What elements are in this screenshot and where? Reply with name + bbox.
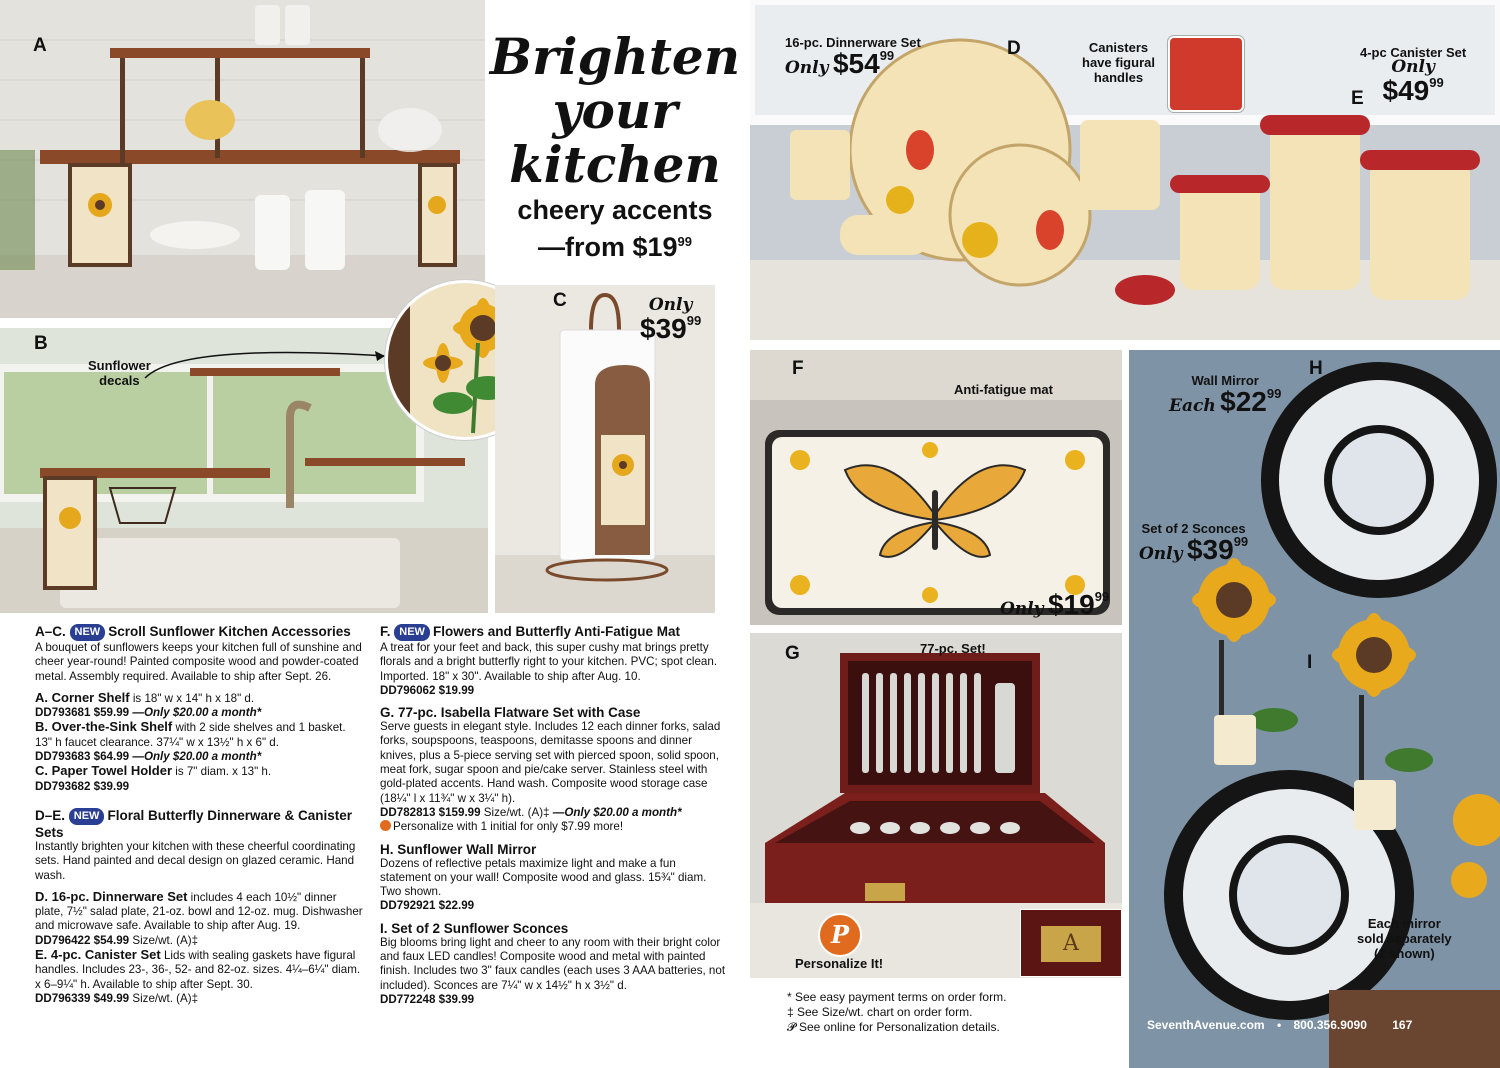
heading-g: G. 77-pc. Isabella Flatware Set with Case — [380, 705, 641, 721]
copy-column-1 — [35, 624, 365, 1006]
sku-c: DD793682 $39.99 — [35, 779, 130, 793]
engraving-letter: A — [1041, 926, 1101, 962]
label-c: C — [553, 290, 567, 311]
heading-de: D–E. NEW Floral Butterfly Dinnerware & Canister Sets — [35, 807, 353, 840]
item-b: B. Over-the-Sink Shelf with 2 side shelves and 1 basket. 13" h faucet clearance. 37¼" w x 13½" h x 6" d. — [35, 719, 346, 749]
new-badge: NEW — [394, 624, 430, 641]
sku-i: DD772248 $39.99 — [380, 992, 475, 1006]
personalize-p-icon: P — [818, 913, 862, 957]
heading-i: I. Set of 2 Sunflower Sconces — [380, 920, 569, 936]
headline-line2: your — [552, 81, 678, 140]
footer-site[interactable]: SeventhAvenue.com — [1147, 1018, 1265, 1032]
canister-handle-closeup — [1168, 36, 1244, 112]
label-e: E — [1351, 88, 1364, 109]
headline-line3: kitchen — [509, 135, 721, 194]
copy-column-2 — [380, 624, 728, 1007]
sku-g: DD782813 $159.99 Size/wt. (A)‡ —Only $20.00 a month* — [380, 805, 682, 819]
desc-de: Instantly brighten your kitchen with these cheerful coordinating sets. Hand painted and decal design on glazed ceramic. Hand wash. — [35, 839, 356, 882]
footer-phone: 800.356.9090 — [1293, 1018, 1367, 1032]
engraving-plate-closeup — [1020, 909, 1122, 977]
headline-block — [485, 27, 745, 263]
headline-sub: cheery accents — [517, 195, 713, 225]
item-e: E. 4-pc. Canister Set Lids with sealing gaskets have figural handles. Includes 23-, 36-, 52- and 82-oz. sizes. 4¼–6¼" diam. x 6–9¼" h. Available to ship after Sept. 30. — [35, 947, 361, 991]
label-f: F — [792, 358, 804, 379]
item-a: A. Corner Shelf is 18" w x 14" h x 18" d. — [35, 689, 255, 705]
footer: SeventhAvenue.com • 800.356.9090 167 — [1147, 1018, 1413, 1032]
sku-d: DD796422 $54.99 Size/wt. (A)‡ — [35, 933, 199, 947]
price-sconce: Set of 2 Sconces Only $\$39^{99}$ — [1139, 521, 1249, 565]
sku-a: DD793681 $59.99 —Only $20.00 a month* — [35, 706, 262, 720]
footnote-personalization: 𝓟 See online for Personalization details. — [787, 1020, 1000, 1034]
sku-b: DD793683 $64.99 —Only $20.00 a month* — [35, 750, 262, 764]
price-c: Only $\$39^{99}$ — [640, 295, 702, 344]
corner-shelf-illustration — [0, 0, 485, 318]
item-c: C. Paper Towel Holder is 7" diam. x 13" h. — [35, 763, 272, 779]
desc-ac: A bouquet of sunflowers keeps your kitchen full of sunshine and cheer year-round! Painted composite wood and powder-coated metal. Assembly required. Available to ship after Sept. 26. — [35, 641, 362, 683]
photo-dinnerware-canisters — [750, 0, 1500, 340]
canisters-handles-callout: Canisters have figural handles — [1082, 40, 1155, 85]
photo-corner-shelf — [0, 0, 485, 318]
desc-f: A treat for your feet and back, this super cushy mat brings pretty florals and a bright butterfly right to your kitchen. PVC; spot clean. Imported. 18" x 30". Available to ship after Aug. 10. — [380, 641, 718, 683]
footnote-size: ‡ See Size/wt. chart on order form. — [787, 1005, 973, 1019]
label-b: B — [34, 333, 48, 354]
photo-paper-towel-holder — [495, 285, 715, 613]
desc-g: Serve guests in elegant style. Includes 12 each dinner forks, salad forks, soupspoons, teaspoons, demitasse spoons and dinner knives, plus a 5-piece serving set with pierced spoon, solid spoon, meat fork, sugar spoon and pie/cake server. Stainless steel with gold-plated accents. Hand wash. Composite wood storage case (18¼" l x 11¾" w x 3¼" h). — [380, 720, 721, 805]
footer-page: 167 — [1392, 1018, 1413, 1032]
label-g: G — [785, 643, 800, 664]
footnote-payment: * See easy payment terms on order form. — [787, 990, 1007, 1004]
label-h: H — [1309, 358, 1323, 379]
heading-f: F. NEW Flowers and Butterfly Anti-Fatigue Mat — [380, 624, 680, 639]
label-i: I — [1307, 652, 1313, 673]
photo-mirrors-sconces — [1129, 350, 1500, 1068]
headline-from: —from $\$19^{99}$ — [537, 232, 693, 262]
callout-arrow — [140, 338, 400, 388]
flatware-label: 77-pc. Set! — [920, 641, 986, 656]
sku-f: DD796062 $19.99 — [380, 683, 475, 697]
price-dinnerware: 16-pc. Dinnerware Set Only $\$54^{99}$ — [785, 35, 921, 79]
mirror-h-shape — [1261, 362, 1497, 598]
sku-h: DD792921 $22.99 — [380, 899, 475, 913]
personalize-icon — [380, 820, 391, 831]
photo-anti-fatigue-mat — [750, 350, 1122, 625]
personalize-label: Personalize It! — [795, 956, 884, 971]
heading-h: H. Sunflower Wall Mirror — [380, 841, 537, 857]
price-mirror: Wall Mirror Each $\$22^{99}$ — [1169, 373, 1282, 417]
footnotes — [787, 990, 1107, 1035]
heading-ac: A–C. NEW Scroll Sunflower Kitchen Accessories — [35, 624, 351, 639]
mat-illustration — [750, 350, 1122, 625]
item-d: D. 16-pc. Dinnerware Set includes 4 each 10½" dinner plate, 7½" salad plate, 21-oz. bowl and 12-oz. mug. Dishwasher and microwave safe. Available to ship after Aug. 19. — [35, 888, 363, 933]
mat-label: Anti-fatigue mat — [954, 382, 1053, 397]
sku-e: DD796339 $49.99 Size/wt. (A)‡ — [35, 991, 199, 1005]
label-d: D — [1007, 38, 1021, 59]
photo-flatware-set — [750, 633, 1122, 978]
price-mat: Only $\$19^{99}$ — [1000, 589, 1110, 620]
desc-i: Big blooms bring light and cheer to any room with their bright color and faux LED candles! Composite wood and metal with painted finish. Includes two 3" faux candles (each uses 3 AAA batteries, not included). Sconces are 7¼" w x 14½" h x 3½" d. — [380, 935, 726, 992]
new-badge: NEW — [70, 624, 106, 641]
mirror-note: Each mirror sold separately (2 shown) — [1357, 916, 1452, 961]
new-badge: NEW — [69, 808, 105, 825]
label-a: A — [33, 35, 47, 56]
desc-h: Dozens of reflective petals maximize light and make a fun statement on your wall! Composite wood and glass. 15¾" diam. Two shown. — [380, 856, 707, 899]
price-canister: 4-pc Canister Set Only $\$49^{99}$ — [1360, 45, 1467, 106]
headline-line1: Brighten — [489, 27, 741, 86]
personalize-note: Personalize with 1 initial for only $7.99 more! — [380, 820, 728, 834]
sunflower-decals-callout: Sunflower decals — [88, 358, 151, 388]
